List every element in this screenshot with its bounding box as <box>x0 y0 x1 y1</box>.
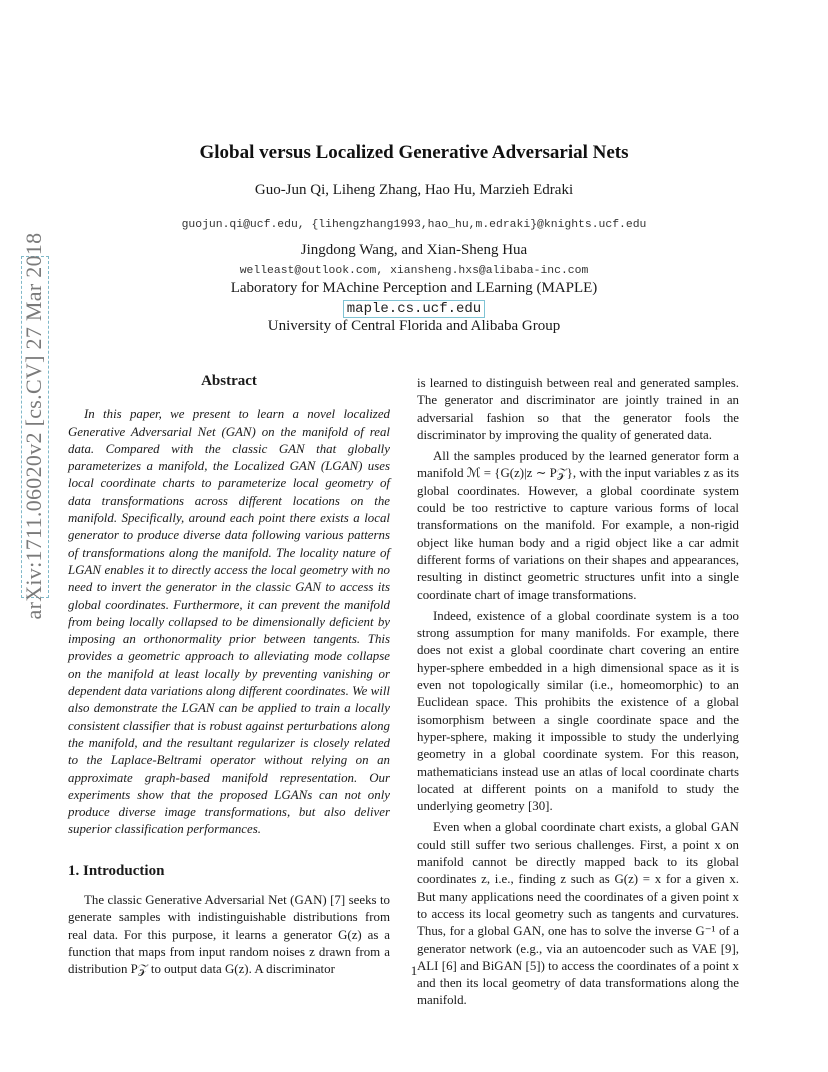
authors-line-2: Jingdong Wang, and Xian-Sheng Hua <box>300 242 528 258</box>
page-number: 1 <box>410 963 418 978</box>
lab-name: Laboratory for MAchine Perception and LEarning (MAPLE) <box>230 280 598 296</box>
right-paragraph-2: All the samples produced by the learned generator form a manifold ℳ = {G(z)|z ∼ P𝒵}, with the input variables z as its global coordinates. However, a global coordinate system could be too restrictive to capture various forms of local transformations on the manifold. For example, a non-rigid object like human body and a rigid object like a car admit different forms of variations on their shapes and appearances, resulting in distinct geometric structures unfit into a single coordinate chart of image transformations. <box>417 449 739 602</box>
emails-line-1: guojun.qi@ucf.edu, {lihengzhang1993,hao_hu,m.edraki}@knights.ucf.edu <box>181 219 647 231</box>
paper-title: Global versus Localized Generative Adversarial Nets <box>199 142 629 163</box>
arxiv-identifier[interactable]: arXiv:1711.06020v2 [cs.CV] 27 Mar 2018 <box>21 232 46 620</box>
lab-url-row <box>0 299 828 318</box>
affiliation: University of Central Florida and Alibaba Group <box>267 318 561 334</box>
abstract-heading: Abstract <box>201 373 257 389</box>
lab-url-link[interactable]: maple.cs.ucf.edu <box>343 300 485 318</box>
abstract-text: In this paper, we present to learn a novel localized Generative Adversarial Net (GAN) on the manifold of real data. Compared with the classic GAN that globally parameterizes a manifold, the Localized GAN (LGAN) uses local coordinate charts to parameterize local geometry of data transformations across different locations on the manifold. Specifically, around each point there exists a local generator to produce diverse data following various patterns of transformations along the manifold. The locality nature of LGAN enables it to directly access the local geometry with no need to invert the generator in the classic GAN to access its global coordinates. Furthermore, it can prevent the manifold from being locally collapsed to be dimensionally deficient by imposing an orthonormality prior between tangents. This provides a geometric approach to alleviating mode collapse on the manifold at least locally by preventing vanishing or dependent data variations along different coordinates. We will also demonstrate the LGAN can be applied to train a locally consistent classifier that is robust against perturbations along the manifold, and the resultant regularizer is closely related to the Laplace-Beltrami operator without relying on an approximate graph-based manifold representation. Our experiments show that the proposed LGANs can not only produce diverse image transformations, but also deliver superior classification performances. <box>68 407 390 837</box>
right-paragraph-3: Indeed, existence of a global coordinate system is a too strong assumption for many manifolds. For example, there does not exist a global coordinate chart covering an entire hyper-sphere embedded in a high dimensional space as it is even not topologically similar (i.e., homeomorphic) to an Euclidean space. This prohibits the existence of a global isomorphism between a single coordinate space and the hyper-sphere, making it impossible to study the underlying geometry in a global coordinate system. For this reason, mathematicians instead use an atlas of local coordinate charts located at different points on a manifold to study the underlying geometry [30]. <box>417 608 739 814</box>
introduction-paragraph: The classic Generative Adversarial Net (GAN) [7] seeks to generate samples with indistinguishable distributions from real data. For this purpose, it learns a generator G(z) as a function that maps from input random noises z drawn from a distribution P𝒵 to output data G(z). A discriminator <box>68 893 390 977</box>
left-column <box>68 373 390 979</box>
introduction-heading: 1. Introduction <box>68 862 165 879</box>
authors-line-1: Guo-Jun Qi, Liheng Zhang, Hao Hu, Marzieh Edraki <box>254 182 574 198</box>
right-paragraph-4: Even when a global coordinate chart exists, a global GAN could still suffer two serious challenges. First, a point x on manifold cannot be directly mapped back to its global coordinates z, i.e., finding z such as G(z) = x for a given x. But many applications need the coordinates of a given point x to access its local geometry such as tangents and curvatures. Thus, for a global GAN, one has to solve the inverse G⁻¹ of a generator network (e.g., via an autoencoder such as VAE [9], ALI [6] and BiGAN [5]) to access the coordinates of a point x and then its local geometry of data transformations along the manifold. <box>417 820 739 1008</box>
right-paragraph-1: is learned to distinguish between real and generated samples. The generator and discriminator are jointly trained in an adversarial fashion so that the generator fools the discriminator by improving the quality of generated data. <box>417 376 739 442</box>
right-column <box>417 375 739 1010</box>
emails-line-2: welleast@outlook.com, xiansheng.hxs@alibaba-inc.com <box>239 265 589 277</box>
